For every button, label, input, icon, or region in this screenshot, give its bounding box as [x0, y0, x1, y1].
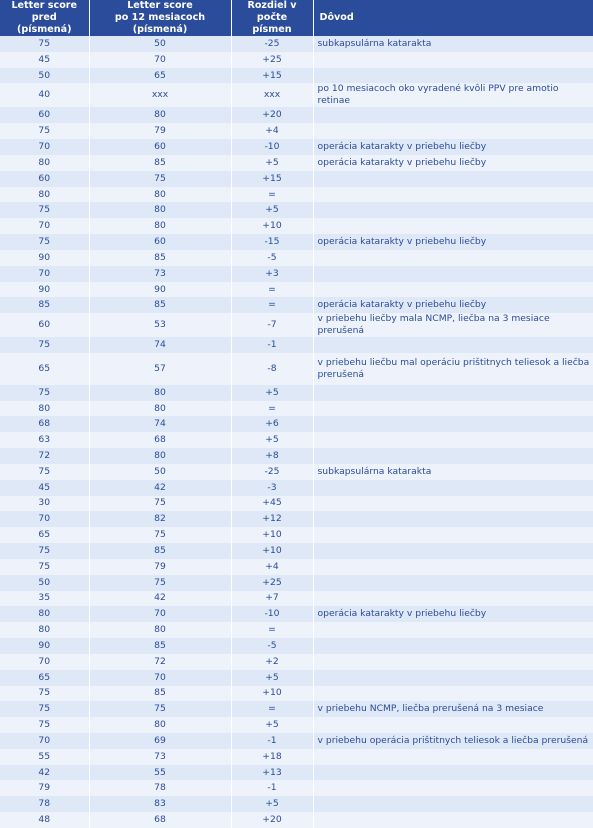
reason-cell: subkapsulárna katarakta [313, 464, 593, 480]
letter-difference-cell: -10 [231, 139, 313, 155]
letter-difference-cell: = [231, 701, 313, 717]
letter-score-after-cell: 57 [89, 353, 231, 385]
letter-score-before-cell: 60 [0, 313, 89, 337]
letter-difference-cell: +5 [231, 155, 313, 171]
table-row [0, 416, 593, 432]
letter-score-before-cell: 70 [0, 511, 89, 527]
table-row [0, 686, 593, 702]
letter-difference-cell: +3 [231, 266, 313, 282]
letter-difference-cell: +20 [231, 812, 313, 828]
table-body [0, 36, 593, 828]
letter-score-after-cell: 50 [89, 36, 231, 52]
letter-score-after-cell: 80 [89, 107, 231, 123]
table-header [0, 0, 593, 36]
letter-score-before-cell: 75 [0, 36, 89, 52]
reason-cell [313, 559, 593, 575]
letter-difference-cell: +45 [231, 496, 313, 512]
reason-cell [313, 717, 593, 733]
letter-score-after-cell: 85 [89, 638, 231, 654]
header-line: Rozdiel v počte [247, 0, 297, 23]
table-row [0, 606, 593, 622]
letter-score-after-cell: 70 [89, 52, 231, 68]
reason-cell [313, 480, 593, 496]
letter-difference-cell: +12 [231, 511, 313, 527]
reason-cell [313, 543, 593, 559]
letter-score-before-cell: 80 [0, 606, 89, 622]
header-reason: Dôvod [313, 0, 593, 36]
reason-cell [313, 385, 593, 401]
table-row [0, 780, 593, 796]
letter-score-after-cell: 85 [89, 297, 231, 313]
letter-score-after-cell: 60 [89, 234, 231, 250]
letter-score-before-cell: 50 [0, 68, 89, 84]
letter-score-after-cell: 69 [89, 733, 231, 749]
letter-difference-cell: +5 [231, 202, 313, 218]
letter-score-after-cell: 70 [89, 670, 231, 686]
letter-difference-cell: -10 [231, 606, 313, 622]
letter-score-before-cell: 70 [0, 266, 89, 282]
table-row [0, 171, 593, 187]
letter-score-before-cell: 63 [0, 432, 89, 448]
letter-score-before-cell: 60 [0, 171, 89, 187]
table-row [0, 282, 593, 298]
letter-score-before-cell: 90 [0, 638, 89, 654]
reason-cell [313, 282, 593, 298]
letter-score-before-cell: 35 [0, 591, 89, 607]
table-row [0, 701, 593, 717]
letter-difference-cell: +13 [231, 765, 313, 781]
letter-score-after-cell: 80 [89, 187, 231, 203]
reason-cell: subkapsulárna katarakta [313, 36, 593, 52]
letter-score-after-cell: 70 [89, 606, 231, 622]
table-row [0, 543, 593, 559]
letter-difference-cell: = [231, 297, 313, 313]
table-row [0, 591, 593, 607]
letter-score-before-cell: 80 [0, 622, 89, 638]
reason-cell [313, 622, 593, 638]
reason-cell [313, 68, 593, 84]
letter-score-after-cell: 85 [89, 155, 231, 171]
header-line: po 12 mesiacoch (písmená) [114, 12, 206, 35]
letter-score-before-cell: 75 [0, 701, 89, 717]
table-row [0, 234, 593, 250]
letter-score-after-cell: 82 [89, 511, 231, 527]
letter-difference-cell: = [231, 282, 313, 298]
reason-cell [313, 796, 593, 812]
letter-score-after-cell: 75 [89, 575, 231, 591]
letter-score-before-cell: 55 [0, 749, 89, 765]
letter-score-after-cell: 75 [89, 527, 231, 543]
reason-cell: operácia katarakty v priebehu liečby [313, 139, 593, 155]
letter-score-after-cell: 80 [89, 448, 231, 464]
letter-score-after-cell: 65 [89, 68, 231, 84]
reason-cell: po 10 mesiacoch oko vyradené kvôli PPV pre amotio retinae [313, 83, 593, 107]
letter-score-after-cell: 83 [89, 796, 231, 812]
letter-difference-cell: +18 [231, 749, 313, 765]
letter-score-before-cell: 70 [0, 733, 89, 749]
letter-score-after-cell: 80 [89, 202, 231, 218]
letter-difference-cell: -1 [231, 337, 313, 353]
reason-cell [313, 266, 593, 282]
letter-score-before-cell: 60 [0, 107, 89, 123]
reason-cell [313, 496, 593, 512]
table-row [0, 123, 593, 139]
letter-score-before-cell: 79 [0, 780, 89, 796]
reason-cell [313, 448, 593, 464]
letter-difference-cell: xxx [231, 83, 313, 107]
letter-score-after-cell: 60 [89, 139, 231, 155]
letter-difference-cell: +8 [231, 448, 313, 464]
letter-score-before-cell: 65 [0, 670, 89, 686]
reason-cell: v priebehu liečbu mal operáciu prištitnych teliesok a liečba prerušená [313, 353, 593, 385]
letter-difference-cell: -25 [231, 36, 313, 52]
letter-score-after-cell: 79 [89, 123, 231, 139]
table-row [0, 638, 593, 654]
letter-difference-cell: -3 [231, 480, 313, 496]
letter-difference-cell: -5 [231, 250, 313, 266]
letter-score-after-cell: 85 [89, 686, 231, 702]
letter-difference-cell: +15 [231, 68, 313, 84]
letter-score-before-cell: 75 [0, 385, 89, 401]
letter-score-before-cell: 70 [0, 218, 89, 234]
letter-score-after-cell: 80 [89, 717, 231, 733]
table-row [0, 511, 593, 527]
letter-score-after-cell: 78 [89, 780, 231, 796]
letter-score-after-cell: 80 [89, 385, 231, 401]
letter-score-before-cell: 90 [0, 282, 89, 298]
letter-score-before-cell: 45 [0, 52, 89, 68]
letter-score-before-cell: 30 [0, 496, 89, 512]
letter-score-before-cell: 75 [0, 686, 89, 702]
letter-score-before-cell: 85 [0, 297, 89, 313]
reason-cell [313, 511, 593, 527]
letter-score-after-cell: xxx [89, 83, 231, 107]
header-letter-score-before [0, 0, 89, 36]
reason-cell [313, 591, 593, 607]
letter-score-after-cell: 75 [89, 171, 231, 187]
letter-score-before-cell: 75 [0, 717, 89, 733]
letter-difference-cell: +5 [231, 796, 313, 812]
letter-difference-cell: +5 [231, 717, 313, 733]
letter-difference-cell: +20 [231, 107, 313, 123]
table-row [0, 559, 593, 575]
letter-score-after-cell: 85 [89, 543, 231, 559]
reason-cell [313, 250, 593, 266]
letter-score-before-cell: 75 [0, 559, 89, 575]
letter-score-after-cell: 73 [89, 749, 231, 765]
letter-difference-cell: +10 [231, 527, 313, 543]
reason-cell [313, 527, 593, 543]
header-line: Letter score [127, 0, 193, 11]
letter-score-before-cell: 90 [0, 250, 89, 266]
reason-cell [313, 171, 593, 187]
letter-score-before-cell: 80 [0, 187, 89, 203]
letter-score-before-cell: 75 [0, 543, 89, 559]
table-row [0, 749, 593, 765]
header-row [0, 0, 593, 36]
letter-score-after-cell: 85 [89, 250, 231, 266]
reason-cell: v priebehu NCMP, liečba prerušená na 3 mesiace [313, 701, 593, 717]
reason-cell [313, 780, 593, 796]
letter-score-after-cell: 72 [89, 654, 231, 670]
table-row [0, 266, 593, 282]
reason-cell [313, 337, 593, 353]
letter-score-after-cell: 74 [89, 416, 231, 432]
letter-difference-cell: +15 [231, 171, 313, 187]
table-row [0, 733, 593, 749]
letter-difference-cell: +4 [231, 559, 313, 575]
reason-cell [313, 401, 593, 417]
table-row [0, 385, 593, 401]
letter-score-after-cell: 50 [89, 464, 231, 480]
letter-score-after-cell: 73 [89, 266, 231, 282]
letter-score-after-cell: 79 [89, 559, 231, 575]
letter-difference-cell: -5 [231, 638, 313, 654]
reason-cell [313, 749, 593, 765]
letter-difference-cell: -25 [231, 464, 313, 480]
table-row [0, 812, 593, 828]
letter-difference-cell: = [231, 401, 313, 417]
letter-score-before-cell: 65 [0, 527, 89, 543]
letter-score-after-cell: 80 [89, 401, 231, 417]
letter-score-after-cell: 74 [89, 337, 231, 353]
table-row [0, 68, 593, 84]
letter-difference-cell: +5 [231, 432, 313, 448]
table-row [0, 313, 593, 337]
letter-score-before-cell: 75 [0, 464, 89, 480]
table-row [0, 202, 593, 218]
letter-score-before-cell: 65 [0, 353, 89, 385]
letter-score-before-cell: 42 [0, 765, 89, 781]
letter-difference-cell: -8 [231, 353, 313, 385]
letter-score-before-cell: 75 [0, 234, 89, 250]
letter-score-after-cell: 68 [89, 432, 231, 448]
table-row [0, 575, 593, 591]
reason-cell: operácia katarakty v priebehu liečby [313, 155, 593, 171]
letter-difference-cell: +2 [231, 654, 313, 670]
table-row [0, 107, 593, 123]
table-row [0, 297, 593, 313]
reason-cell [313, 416, 593, 432]
reason-cell: v priebehu operácia prištitnych teliesok a liečba prerušená [313, 733, 593, 749]
letter-score-before-cell: 50 [0, 575, 89, 591]
reason-cell [313, 765, 593, 781]
table-row [0, 337, 593, 353]
table-row [0, 83, 593, 107]
letter-score-after-cell: 68 [89, 812, 231, 828]
table-row [0, 464, 593, 480]
letter-score-before-cell: 75 [0, 202, 89, 218]
letter-score-before-cell: 80 [0, 401, 89, 417]
letter-difference-cell: +5 [231, 385, 313, 401]
table-row [0, 401, 593, 417]
table-row [0, 622, 593, 638]
table-row [0, 765, 593, 781]
table-row [0, 448, 593, 464]
letter-score-after-cell: 75 [89, 701, 231, 717]
table-row [0, 353, 593, 385]
letter-difference-cell: +6 [231, 416, 313, 432]
header-line: písmen [252, 24, 292, 35]
letter-score-after-cell: 42 [89, 480, 231, 496]
letter-difference-cell: +25 [231, 52, 313, 68]
table-row [0, 218, 593, 234]
header-line: (písmená) [17, 24, 72, 35]
letter-score-before-cell: 68 [0, 416, 89, 432]
table-row [0, 670, 593, 686]
letter-difference-cell: -15 [231, 234, 313, 250]
letter-difference-cell: -1 [231, 780, 313, 796]
table-row [0, 52, 593, 68]
letter-difference-cell: +10 [231, 686, 313, 702]
letter-score-after-cell: 80 [89, 218, 231, 234]
letter-difference-cell: -7 [231, 313, 313, 337]
letter-score-after-cell: 55 [89, 765, 231, 781]
letter-difference-cell: = [231, 622, 313, 638]
reason-cell [313, 202, 593, 218]
reason-cell [313, 52, 593, 68]
table-row [0, 139, 593, 155]
letter-score-after-cell: 53 [89, 313, 231, 337]
letter-score-before-cell: 70 [0, 139, 89, 155]
header-line: Letter score pred [11, 0, 78, 23]
table-row [0, 796, 593, 812]
letter-score-before-cell: 48 [0, 812, 89, 828]
letter-score-before-cell: 72 [0, 448, 89, 464]
table-row [0, 496, 593, 512]
table-row [0, 250, 593, 266]
letter-difference-cell: = [231, 187, 313, 203]
header-letter-score-after [89, 0, 231, 36]
letter-score-before-cell: 80 [0, 155, 89, 171]
letter-difference-cell: -1 [231, 733, 313, 749]
letter-score-before-cell: 70 [0, 654, 89, 670]
letter-score-before-cell: 78 [0, 796, 89, 812]
letter-score-after-cell: 42 [89, 591, 231, 607]
letter-score-after-cell: 90 [89, 282, 231, 298]
letter-score-after-cell: 75 [89, 496, 231, 512]
reason-cell [313, 575, 593, 591]
reason-cell [313, 187, 593, 203]
reason-cell [313, 218, 593, 234]
reason-cell: operácia katarakty v priebehu liečby [313, 606, 593, 622]
reason-cell [313, 686, 593, 702]
reason-cell [313, 654, 593, 670]
reason-cell: v priebehu liečby mala NCMP, liečba na 3 mesiace prerušená [313, 313, 593, 337]
table-row [0, 187, 593, 203]
reason-cell [313, 638, 593, 654]
reason-cell [313, 123, 593, 139]
table-row [0, 432, 593, 448]
letter-difference-cell: +4 [231, 123, 313, 139]
table-row [0, 654, 593, 670]
letter-score-before-cell: 75 [0, 123, 89, 139]
table-row [0, 527, 593, 543]
table-row [0, 155, 593, 171]
letter-difference-cell: +10 [231, 543, 313, 559]
letter-difference-cell: +5 [231, 670, 313, 686]
letter-score-before-cell: 40 [0, 83, 89, 107]
reason-cell [313, 107, 593, 123]
letter-difference-cell: +25 [231, 575, 313, 591]
letter-score-before-cell: 75 [0, 337, 89, 353]
table-row [0, 717, 593, 733]
reason-cell [313, 812, 593, 828]
table-row [0, 36, 593, 52]
reason-cell: operácia katarakty v priebehu liečby [313, 297, 593, 313]
reason-cell [313, 670, 593, 686]
letter-score-before-cell: 45 [0, 480, 89, 496]
reason-cell: operácia katarakty v priebehu liečby [313, 234, 593, 250]
table-row [0, 480, 593, 496]
letter-difference-cell: +7 [231, 591, 313, 607]
header-letter-difference [231, 0, 313, 36]
letter-score-after-cell: 80 [89, 622, 231, 638]
letter-difference-cell: +10 [231, 218, 313, 234]
reason-cell [313, 432, 593, 448]
